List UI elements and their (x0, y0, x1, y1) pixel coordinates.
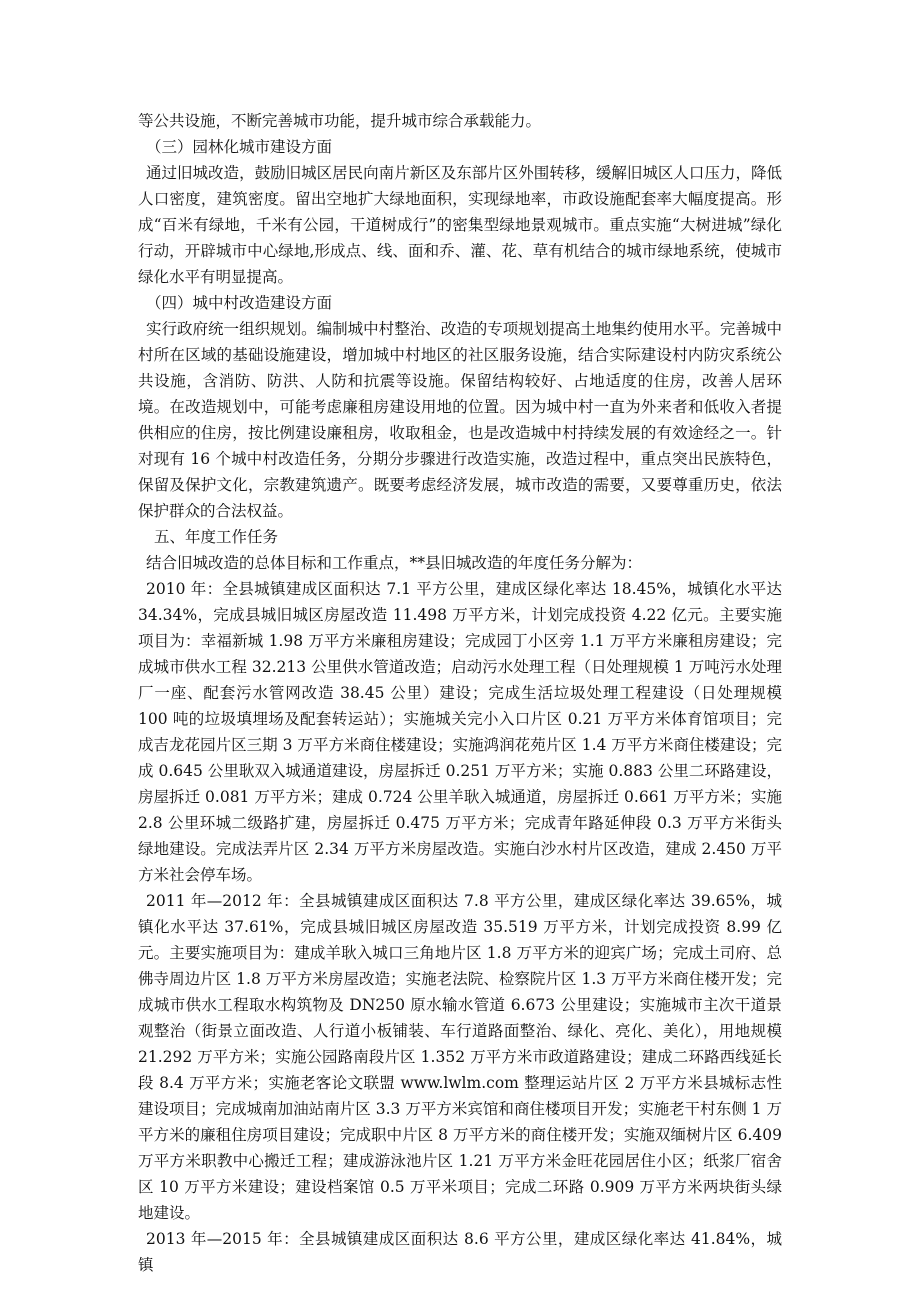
heading-annual-tasks: 五、年度工作任务 (154, 528, 279, 546)
paragraph-public-facilities: 等公共设施，不断完善城市功能，提升城市综合承载能力。 (138, 112, 542, 130)
paragraph-2011-2012: 2011 年—2012 年：全县城镇建成区面积达 7.8 平方公里，建成区绿化率达 39.65%，城镇化水平达 37.61%，完成县城旧城区房屋改造 35.519 万平方米，计划完成投资 8.99 亿元。主要实施项目为：建成羊耿入城口三角地片区 1.8 万平方米的迎宾广场；完成土司府、总佛寺周边片区 1.8 万平方米房屋改造；实施老法院、检察院片区 1.3 万平方米商住楼开发；完成城市供水工程取水构筑物及 DN250 原水输水管道 6.673 公里建设；实施城市主次干道景观整治（街景立面改造、人行道小板铺装、车行道路面整治、绿化、亮化、美化），用地规模 21.292 万平方米；实施公园路南段片区 1.352 万平方米市政道路建设；建成二环路西线延长段 8.4 万平方米；实施老客论文联盟 www.lwlm.com 整理运站片区 2 万平方米县城标志性建设项目；完成城南加油站南片区 3.3 万平方米宾馆和商住楼项目开发；实施老干村东侧 1 万平方米的廉租住房项目建设；完成职中片区 8 万平方米的商住楼开发；实施双缅树片区 6.409 万平方米职教中心搬迁工程；建成游泳池片区 1.21 万平方米金旺花园居住小区；纸浆厂宿舍区 10 万平方米建设；建设档案馆 0.5 万平米项目；完成二环路 0.909 万平方米两块街头绿地建设。 (138, 892, 782, 1222)
heading-garden-city: （三）园林化城市建设方面 (146, 138, 333, 156)
paragraph-urban-village: 实行政府统一组织规划。编制城中村整治、改造的专项规划提高土地集约使用水平。完善城中村所在区域的基础设施建设，增加城中村地区的社区服务设施，结合实际建设村内防灾系统公共设施，含消防、防洪、人防和抗震等设施。保留结构较好、占地适度的住房，改善人居环境。在改造规划中，可能考虑廉租房建设用地的位置。因为城中村一直为外来者和低收入者提供相应的住房，按比例建设廉租房，收取租金，也是改造城中村持续发展的有效途经之一。针对现有 16 个城中村改造任务，分期分步骤进行改造实施，改造过程中，重点突出民族特色，保留及保护文化，宗教建筑遗产。既要考虑经济发展，城市改造的需要，又要尊重历史，依法保护群众的合法权益。 (138, 320, 782, 520)
paragraph-tasks-intro: 结合旧城改造的总体目标和工作重点，**县旧城改造的年度任务分解为： (146, 554, 643, 572)
paragraph-2010: 2010 年：全县城镇建成区面积达 7.1 平方公里，建成区绿化率达 18.45%，城镇化水平达 34.34%，完成县城旧城区房屋改造 11.498 万平方米，计划完成投资 4.22 亿元。主要实施项目为：幸福新城 1.98 万平方米廉租房建设；完成园丁小区旁 1.1 万平方米廉租房建设；完成城市供水工程 32.213 公里供水管道改造；启动污水处理工程（日处理规模 1 万吨污水处理厂一座、配套污水管网改造 38.45 公里）建设；完成生活垃圾处理工程建设（日处理规模 100 吨的垃圾填埋场及配套转运站）；实施城关完小入口片区 0.21 万平方米体育馆项目；完成吉龙花园片区三期 3 万平方米商住楼建设；实施鸿润花苑片区 1.4 万平方米商住楼建设；完成 0.645 公里耿双入城通道建设，房屋拆迁 0.251 万平方米；实施 0.883 公里二环路建设，房屋拆迁 0.081 万平方米；建成 0.724 公里羊耿入城通道，房屋拆迁 0.661 万平方米；实施 2.8 公里环城二级路扩建，房屋拆迁 0.475 万平方米；完成青年路延伸段 0.3 万平方米街头绿地建设。完成法弄片区 2.34 万平方米房屋改造。实施白沙水村片区改造，建成 2.450 万平方米社会停车场。 (138, 580, 782, 884)
heading-urban-village: （四）城中村改造建设方面 (146, 294, 333, 312)
paragraph-garden-city: 通过旧城改造，鼓励旧城区居民向南片新区及东部片区外围转移，缓解旧城区人口压力，降低人口密度，建筑密度。留出空地扩大绿地面积，实现绿地率，市政设施配套率大幅度提高。形成“百米有绿地，千米有公园，干道树成行”的密集型绿地景观城市。重点实施“大树进城”绿化行动，开辟城市中心绿地,形成点、线、面和乔、灌、花、草有机结合的城市绿地系统，使城市绿化水平有明显提高。 (138, 164, 782, 286)
document-page (138, 108, 782, 1278)
paragraph-2013-2015: 2013 年—2015 年：全县城镇建成区面积达 8.6 平方公里，建成区绿化率达 41.84%，城镇 (138, 1230, 782, 1274)
